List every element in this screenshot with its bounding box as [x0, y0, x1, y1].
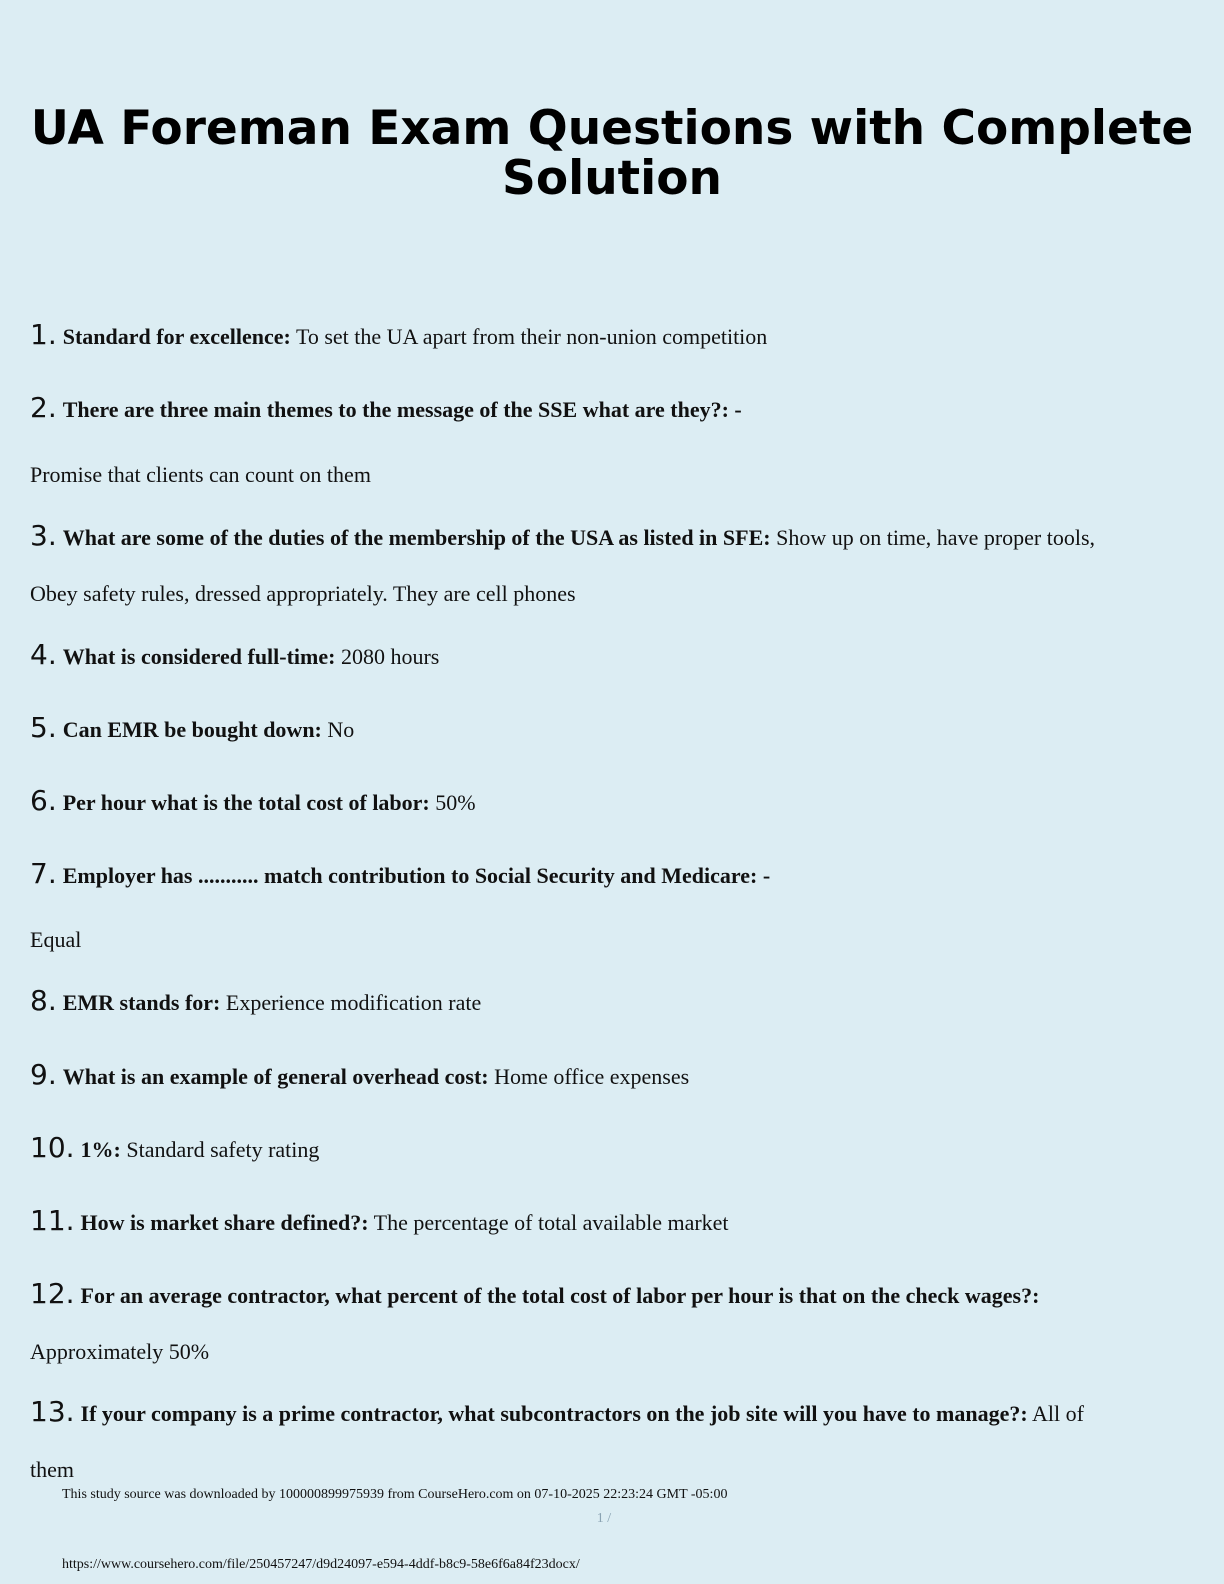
question-number: 13.: [30, 1395, 75, 1428]
answer-text: Show up on time, have proper tools,: [776, 525, 1096, 550]
question-item-13: [30, 1395, 1200, 1428]
question-item-5: [30, 711, 1200, 744]
document-title: UA Foreman Exam Questions with Complete Solution: [30, 101, 1194, 206]
answer-text: 2080 hours: [340, 644, 440, 669]
question-item-2: [30, 391, 1200, 424]
question-number: 6.: [30, 784, 57, 817]
source-url-link[interactable]: https://www.coursehero.com/file/250457247/d9d24097-e594-4ddf-b8c9-58e6f6a84f23docx/: [62, 1557, 580, 1572]
answer-text: 50%: [435, 790, 476, 815]
question-item-6: [30, 784, 1200, 817]
question-item-3: [30, 519, 1200, 552]
question-item-10: [30, 1131, 1200, 1164]
question-text: If your company is a prime contractor, what subcontractors on the job site will you have to manage?:: [80, 1401, 1028, 1426]
question-item-11: [30, 1204, 1200, 1237]
answer-text: No: [327, 717, 355, 742]
question-text: There are three main themes to the message of the SSE what are they?: -: [62, 397, 742, 422]
question-item-8: [30, 984, 1200, 1017]
answer-continuation: Equal: [30, 927, 82, 952]
download-note: This study source was downloaded by 100000899975939 from CourseHero.com on 07-10-2025 22:23:24 GMT -05:00: [62, 1487, 728, 1502]
question-number: 4.: [30, 638, 57, 671]
question-text: Employer has ........... match contribution to Social Security and Medicare: -: [62, 863, 771, 888]
question-text: EMR stands for:: [62, 990, 221, 1015]
question-item-4: [30, 638, 1200, 671]
answer-continuation: Promise that clients can count on them: [30, 462, 371, 487]
question-number: 8.: [30, 984, 57, 1017]
question-text: What are some of the duties of the membership of the USA as listed in SFE:: [62, 525, 771, 550]
question-number: 11.: [30, 1204, 75, 1237]
question-text: For an average contractor, what percent of the total cost of labor per hour is that on the check wages?:: [80, 1283, 1040, 1308]
answer-text: The percentage of total available market: [373, 1210, 729, 1235]
question-text: What is an example of general overhead cost:: [62, 1064, 489, 1089]
question-item-1: [30, 318, 1200, 351]
question-number: 3.: [30, 519, 57, 552]
question-item-12: [30, 1277, 1200, 1310]
answer-continuation: Obey safety rules, dressed appropriately. They are cell phones: [30, 581, 576, 606]
question-number: 1.: [30, 318, 57, 351]
question-number: 12.: [30, 1277, 75, 1310]
question-item-9: [30, 1058, 1200, 1091]
answer-text: All of: [1032, 1401, 1084, 1426]
question-number: 5.: [30, 711, 57, 744]
question-text: Can EMR be bought down:: [62, 717, 322, 742]
answer-continuation: Approximately 50%: [30, 1339, 210, 1364]
question-item-7: [30, 857, 1200, 890]
answer-text: Home office expenses: [494, 1064, 690, 1089]
answer-text: Experience modification rate: [225, 990, 482, 1015]
answer-continuation: them: [30, 1457, 74, 1482]
question-number: 2.: [30, 391, 57, 424]
question-text: Per hour what is the total cost of labor:: [62, 790, 430, 815]
answer-text: To set the UA apart from their non-union competition: [295, 324, 768, 349]
question-text: How is market share defined?:: [80, 1210, 369, 1235]
question-number: 9.: [30, 1058, 57, 1091]
question-number: 7.: [30, 857, 57, 890]
question-number: 10.: [30, 1131, 75, 1164]
question-text: Standard for excellence:: [62, 324, 291, 349]
answer-text: Standard safety rating: [126, 1137, 320, 1162]
question-text: 1%:: [80, 1137, 121, 1162]
question-text: What is considered full-time:: [62, 644, 336, 669]
page-number: 1 /: [596, 1511, 612, 1526]
